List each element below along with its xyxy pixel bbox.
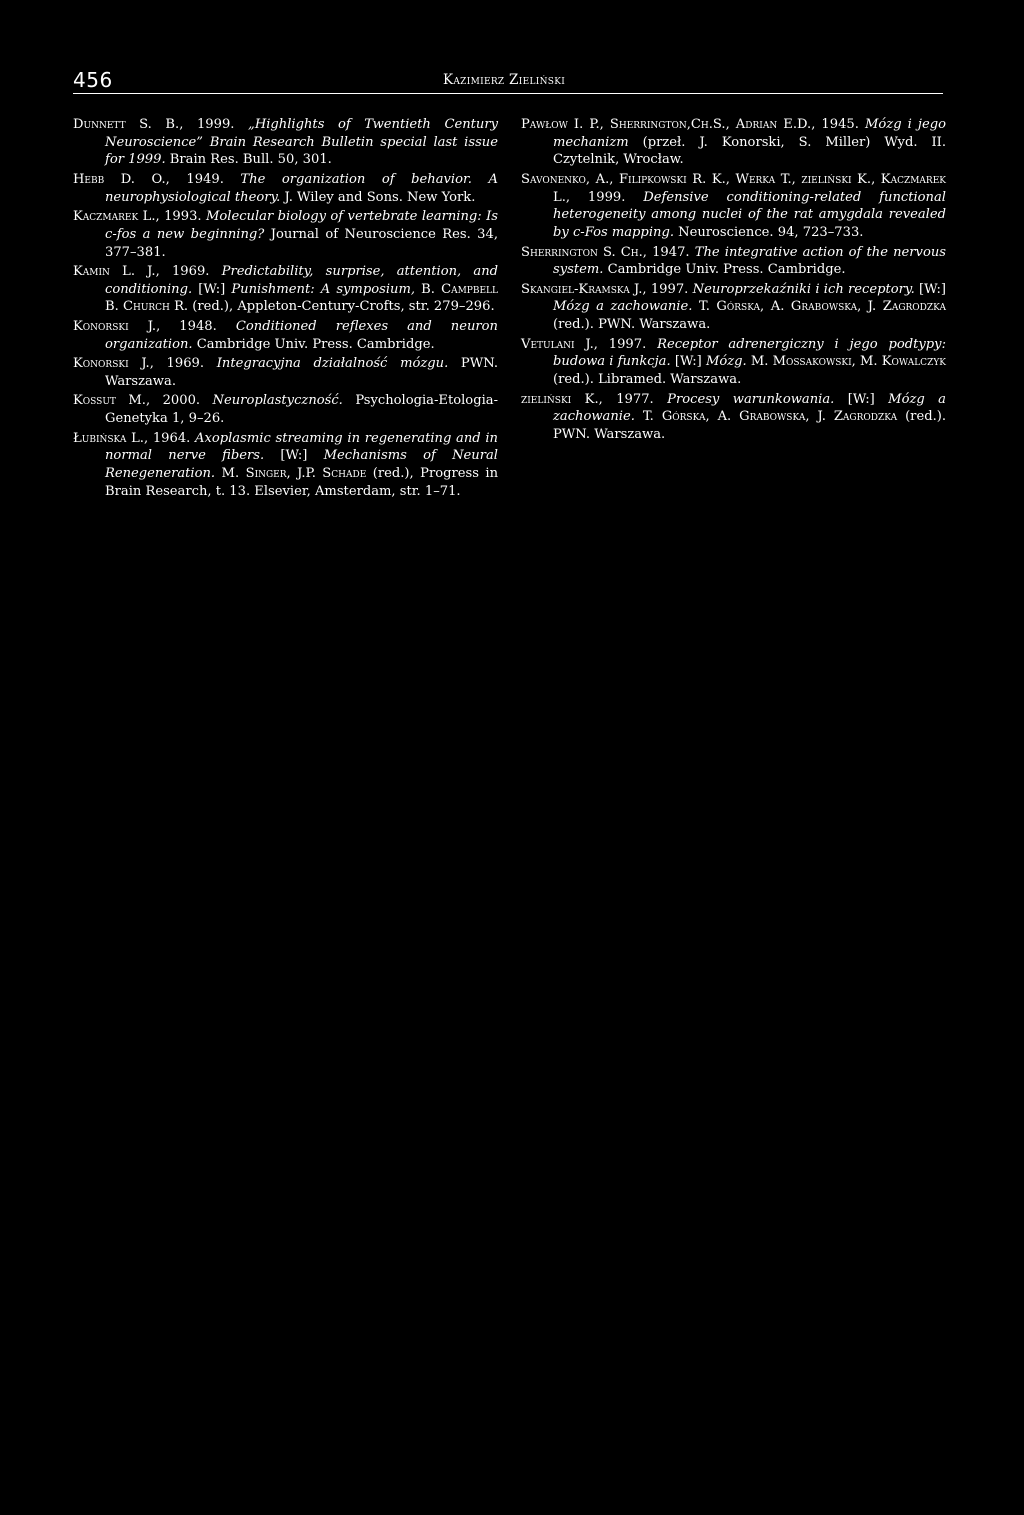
ref-book-title: Punishment: A symposium, xyxy=(231,281,416,297)
ref-publisher: (red.). PWN. Warszawa. xyxy=(553,409,947,442)
ref-title: Neuroprzekaźniki i ich receptory. xyxy=(692,281,915,297)
ref-year: , 1969. xyxy=(149,356,217,372)
ref-title: Defensive conditioning-related functional heterogeneity among nuclei of the rat amygdala revealed by c-Fos mapping. xyxy=(553,189,946,241)
running-head: Kazimierz Zieliński xyxy=(443,72,566,88)
ref-publisher: (red.), Appleton-Century-Crofts, str. 279–296. xyxy=(188,299,495,315)
page-number: 456 xyxy=(73,68,113,92)
ref-year: , 1969. xyxy=(155,264,222,280)
ref-year: , 1947. xyxy=(642,244,695,260)
references-right-column xyxy=(521,116,946,445)
ref-author: Kamin L. J. xyxy=(73,264,156,280)
ref-title: Mózg i jego mechanizm xyxy=(553,117,946,150)
ref-title: The organization of behavior. A neurophysiological theory. xyxy=(105,171,498,205)
references-left-column xyxy=(73,116,498,502)
ref-year: , 1948. xyxy=(156,318,236,334)
ref-editors: Campbell B. Church R. xyxy=(105,281,498,315)
ref-author: Kossut M. xyxy=(73,393,146,409)
ref-title: Axoplasmic streaming in regenerating and in normal nerve fibers. xyxy=(105,430,498,464)
reference-entry xyxy=(73,318,498,353)
ref-publisher: (red.). PWN. Warszawa. xyxy=(553,317,711,333)
reference-entry xyxy=(73,208,498,261)
ref-title: Receptor adrenergiczny i jego podtypy: budowa i funkcja. xyxy=(553,336,946,370)
ref-year: , 1964. xyxy=(143,430,196,446)
reference-entry xyxy=(73,263,498,316)
reference-entry xyxy=(73,171,498,206)
ref-source: [W:] xyxy=(192,281,232,297)
reference-entry xyxy=(521,281,946,334)
reference-entry xyxy=(73,430,498,501)
ref-source: Brain Res. Bull. 50, 301. xyxy=(165,152,332,168)
ref-source: [W:] xyxy=(834,391,889,407)
ref-author: Dunnett S. B. xyxy=(73,117,180,132)
ref-year: , 1945. xyxy=(811,117,865,132)
ref-source: M. xyxy=(215,465,246,481)
ref-source: PWN. Warszawa. xyxy=(105,356,498,389)
reference-entry xyxy=(521,171,946,242)
ref-source: Psychologia-Etologia-Genetyka 1, 9–26. xyxy=(105,393,498,427)
ref-year: , 1999. xyxy=(565,189,644,205)
reference-entry xyxy=(521,391,946,444)
ref-source: [W:] xyxy=(914,281,946,297)
ref-source: Cambridge Univ. Press. Cambridge. xyxy=(192,336,435,352)
ref-title: Molecular biology of vertebrate learning: Is c-fos a new beginning? xyxy=(105,209,499,242)
reference-entry xyxy=(73,355,498,390)
ref-book-title: Mózg. xyxy=(705,354,747,370)
ref-title: Neuroplastyczność. xyxy=(212,393,343,409)
ref-book-title: Mózg a zachowanie. xyxy=(553,299,693,315)
ref-author: Pawłow I. P., Sherrington,Ch.S., Adrian E.D. xyxy=(521,117,812,132)
ref-author: zieliński K. xyxy=(521,391,599,407)
ref-source: T. xyxy=(634,409,662,425)
ref-editors: Górska, A. Grabowska, J. Zagrodzka xyxy=(716,299,946,315)
ref-year: , 1997. xyxy=(593,336,658,352)
ref-title: Procesy warunkowania. xyxy=(667,391,835,407)
ref-source: [W:] xyxy=(264,448,324,464)
reference-entry xyxy=(521,336,946,389)
ref-book-title: Mózg a zachowanie. xyxy=(553,391,946,425)
ref-book-title: Mechanisms of Neural Renegeneration. xyxy=(105,448,498,481)
ref-source: Cambridge Univ. Press. Cambridge. xyxy=(603,262,846,278)
ref-author: Łubińska L. xyxy=(73,430,144,446)
reference-entry xyxy=(73,116,498,169)
ref-title: Conditioned reflexes and neuron organization. xyxy=(105,318,498,352)
ref-editors: Górska, A. Grabowska, J. Zagrodzka xyxy=(661,409,898,425)
ref-author: Hebb D. O. xyxy=(73,171,166,187)
header-rule xyxy=(73,93,943,94)
ref-year: , 1977. xyxy=(598,391,668,407)
ref-source: M. xyxy=(746,354,773,370)
ref-title: Integracyjna działalność mózgu. xyxy=(216,356,449,372)
ref-author: Savonenko, A., Filipkowski R. K., Werka T., zieliński K., Kaczmarek L. xyxy=(521,171,946,205)
ref-year: , 1997. xyxy=(642,281,693,297)
reference-entry xyxy=(521,116,946,169)
ref-year: , 1993. xyxy=(155,209,206,225)
ref-publisher: (red.), Progress in Brain Research, t. 13. Elsevier, Amsterdam, str. 1–71. xyxy=(105,465,499,499)
ref-source: Journal of Neuroscience Res. 34, 377–381. xyxy=(105,226,498,260)
ref-editors: Singer, J.P. Schade xyxy=(245,465,367,481)
reference-entry xyxy=(521,244,946,279)
ref-title: The integrative action of the nervous system. xyxy=(553,244,946,278)
ref-author: Sherrington S. Ch. xyxy=(521,244,643,260)
ref-source: T. xyxy=(692,299,717,315)
ref-source: B. xyxy=(415,281,442,297)
ref-publisher: (red.). Libramed. Warszawa. xyxy=(553,372,742,388)
ref-author: Skangiel-Kramska J. xyxy=(521,281,643,297)
ref-source: [W:] xyxy=(670,354,706,370)
ref-year: , 1999. xyxy=(179,117,249,132)
ref-source: J. Wiley and Sons. New York. xyxy=(280,189,476,205)
ref-author: Konorski J. xyxy=(73,356,150,372)
ref-title: Predictability, surprise, attention, and conditioning. xyxy=(105,264,499,297)
ref-author: Vetulani J. xyxy=(521,336,594,352)
reference-entry xyxy=(73,392,498,427)
ref-year: , 2000. xyxy=(145,393,213,409)
ref-source: (przeł. J. Konorski, S. Miller) Wyd. II. Czytelnik, Wrocław. xyxy=(553,134,946,168)
ref-source: Neuroscience. 94, 723–733. xyxy=(673,225,864,241)
ref-title: „Highlights of Twentieth Century Neuroscience” Brain Research Bulletin special last issue for 1999. xyxy=(105,117,498,168)
ref-year: , 1949. xyxy=(165,171,241,187)
ref-editors: Mossakowski, M. Kowalczyk xyxy=(772,354,946,370)
ref-author: Kaczmarek L. xyxy=(73,209,156,225)
ref-author: Konorski J. xyxy=(73,318,157,334)
